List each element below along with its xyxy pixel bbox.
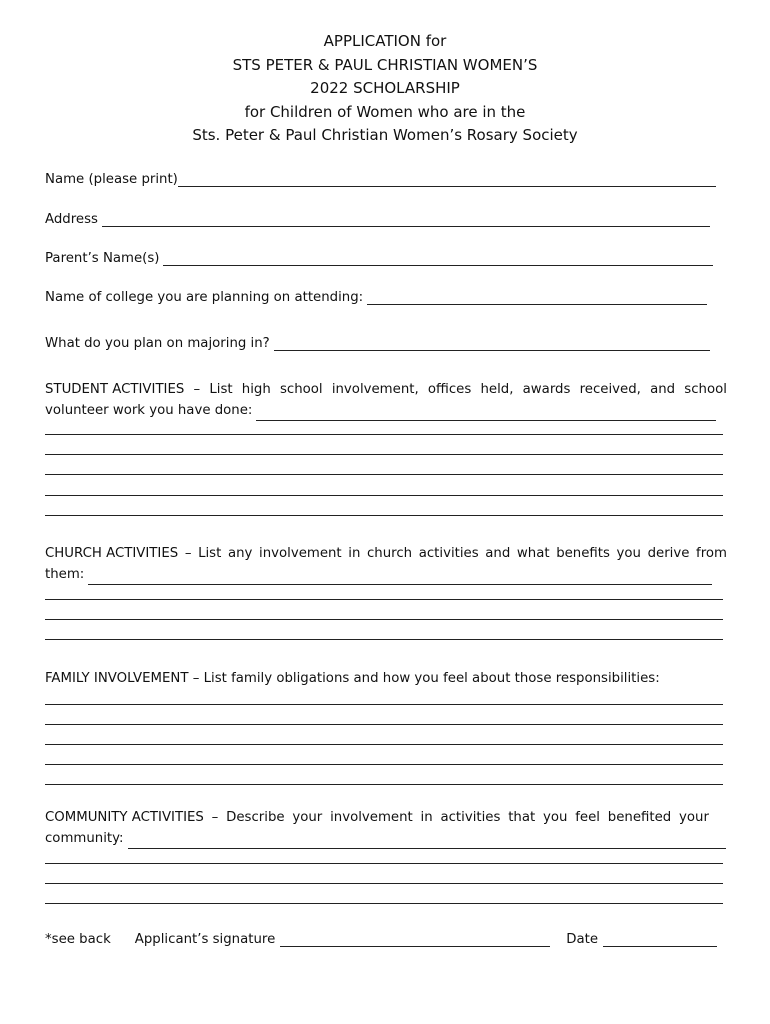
community-activities-line[interactable]	[45, 863, 723, 864]
student-activities-input-line[interactable]	[256, 406, 716, 421]
address-label: Address	[45, 212, 98, 227]
parents-input-line[interactable]	[163, 251, 713, 266]
community-activities-prompt-word: involvement	[330, 810, 413, 825]
see-back-note: *see back	[45, 932, 111, 947]
date-label: Date	[566, 932, 599, 947]
family-involvement-line[interactable]	[45, 724, 723, 725]
community-activities-prompt-word: your	[292, 810, 323, 825]
church-activities-prompt-word: activities	[418, 546, 479, 561]
student-activities-prompt-word: school	[684, 382, 727, 397]
signature-row	[45, 932, 717, 947]
family-involvement-line[interactable]	[45, 784, 723, 785]
community-activities-heading: COMMUNITY ACTIVITIES	[45, 810, 204, 825]
header-line-4: for Children of Women who are in the	[244, 102, 526, 121]
student-activities-line[interactable]	[45, 474, 723, 475]
community-activities-section	[45, 808, 727, 849]
address-input-line[interactable]	[102, 212, 710, 227]
community-activities-prompt-word: activities	[440, 810, 501, 825]
church-activities-prompt-word: you	[616, 546, 641, 561]
student-activities-prompt-word: –	[193, 382, 201, 397]
church-activities-prompt-word: church	[367, 546, 413, 561]
family-involvement-line[interactable]	[45, 704, 723, 705]
family-involvement-prompt: – List family obligations and how you feel about those responsibilities:	[192, 671, 660, 686]
parents-field	[45, 251, 713, 266]
community-activities-line[interactable]	[45, 883, 723, 884]
church-activities-prompt-word: derive	[647, 546, 690, 561]
student-activities-prompt-word: List	[209, 382, 233, 397]
student-activities-line[interactable]	[45, 515, 723, 516]
header-line-2: STS PETER & PAUL CHRISTIAN WOMEN’S	[232, 55, 538, 74]
church-activities-prompt-word: what	[516, 546, 550, 561]
church-activities-prompt-word: any	[227, 546, 253, 561]
major-label: What do you plan on majoring in?	[45, 336, 270, 351]
church-activities-prompt-line2: them:	[45, 566, 85, 582]
student-activities-line[interactable]	[45, 434, 723, 435]
college-input-line[interactable]	[367, 290, 707, 305]
student-activities-line[interactable]	[45, 495, 723, 496]
major-input-line[interactable]	[274, 336, 710, 351]
community-activities-prompt-line2: community:	[45, 830, 124, 846]
community-activities-prompt	[45, 808, 709, 829]
church-activities-prompt-word: List	[198, 546, 222, 561]
student-activities-line[interactable]	[45, 454, 723, 455]
church-activities-prompt-word: involvement	[259, 546, 342, 561]
family-involvement-line[interactable]	[45, 744, 723, 745]
student-activities-prompt-word: offices	[427, 382, 472, 397]
church-activities-line[interactable]	[45, 599, 723, 600]
church-activities-section	[45, 544, 727, 585]
name-field	[45, 172, 716, 187]
signature-label: Applicant’s signature	[134, 932, 276, 947]
date-input-line[interactable]	[603, 932, 717, 947]
community-activities-prompt-word: in	[420, 810, 433, 825]
student-activities-prompt-word: school	[279, 382, 323, 397]
student-activities-prompt-word: high	[241, 382, 271, 397]
student-activities-section	[45, 380, 727, 421]
college-label: Name of college you are planning on attending:	[45, 290, 364, 305]
header-line-5: Sts. Peter & Paul Christian Women’s Rosary Society	[192, 126, 578, 144]
community-activities-line[interactable]	[45, 903, 723, 904]
church-activities-prompt-word: benefits	[556, 546, 610, 561]
student-activities-prompt-word: awards	[522, 382, 571, 397]
signature-input-line[interactable]	[280, 932, 550, 947]
church-activities-prompt-word: from	[696, 546, 727, 561]
church-activities-line[interactable]	[45, 619, 723, 620]
student-activities-heading: STUDENT ACTIVITIES	[45, 382, 185, 397]
name-label: Name (please print)	[45, 172, 178, 187]
form-header	[0, 30, 770, 148]
parents-label: Parent’s Name(s)	[45, 251, 160, 266]
church-activities-prompt-word: and	[485, 546, 511, 561]
header-line-3: 2022 SCHOLARSHIP	[310, 79, 460, 97]
community-activities-prompt-word: –	[211, 810, 219, 825]
name-input-line[interactable]	[178, 172, 716, 187]
family-involvement-heading: FAMILY INVOLVEMENT	[45, 671, 189, 686]
community-activities-prompt-word: that	[508, 810, 536, 825]
student-activities-prompt-line2: volunteer work you have done:	[45, 402, 253, 418]
student-activities-prompt-word: held,	[480, 382, 514, 397]
student-activities-prompt-word: received,	[579, 382, 641, 397]
family-involvement-line[interactable]	[45, 764, 723, 765]
community-activities-prompt-word: your	[679, 810, 709, 825]
community-activities-input-line[interactable]	[128, 834, 726, 849]
major-field	[45, 336, 710, 351]
church-activities-heading: CHURCH ACTIVITIES	[45, 546, 179, 561]
community-activities-prompt-word: benefited	[607, 810, 672, 825]
college-field	[45, 290, 707, 305]
header-line-1: APPLICATION for	[323, 32, 447, 50]
family-involvement-section	[45, 669, 727, 690]
student-activities-prompt-word: involvement,	[331, 382, 419, 397]
community-activities-prompt-word: you	[543, 810, 568, 825]
church-activities-prompt	[45, 544, 727, 565]
address-field	[45, 212, 710, 227]
church-activities-prompt-word: –	[184, 546, 192, 561]
church-activities-prompt-word: in	[348, 546, 361, 561]
community-activities-prompt-word: feel	[575, 810, 600, 825]
church-activities-input-line[interactable]	[88, 570, 712, 585]
church-activities-line[interactable]	[45, 639, 723, 640]
student-activities-prompt-word: and	[650, 382, 676, 397]
community-activities-prompt-word: Describe	[226, 810, 285, 825]
student-activities-prompt	[45, 380, 727, 401]
